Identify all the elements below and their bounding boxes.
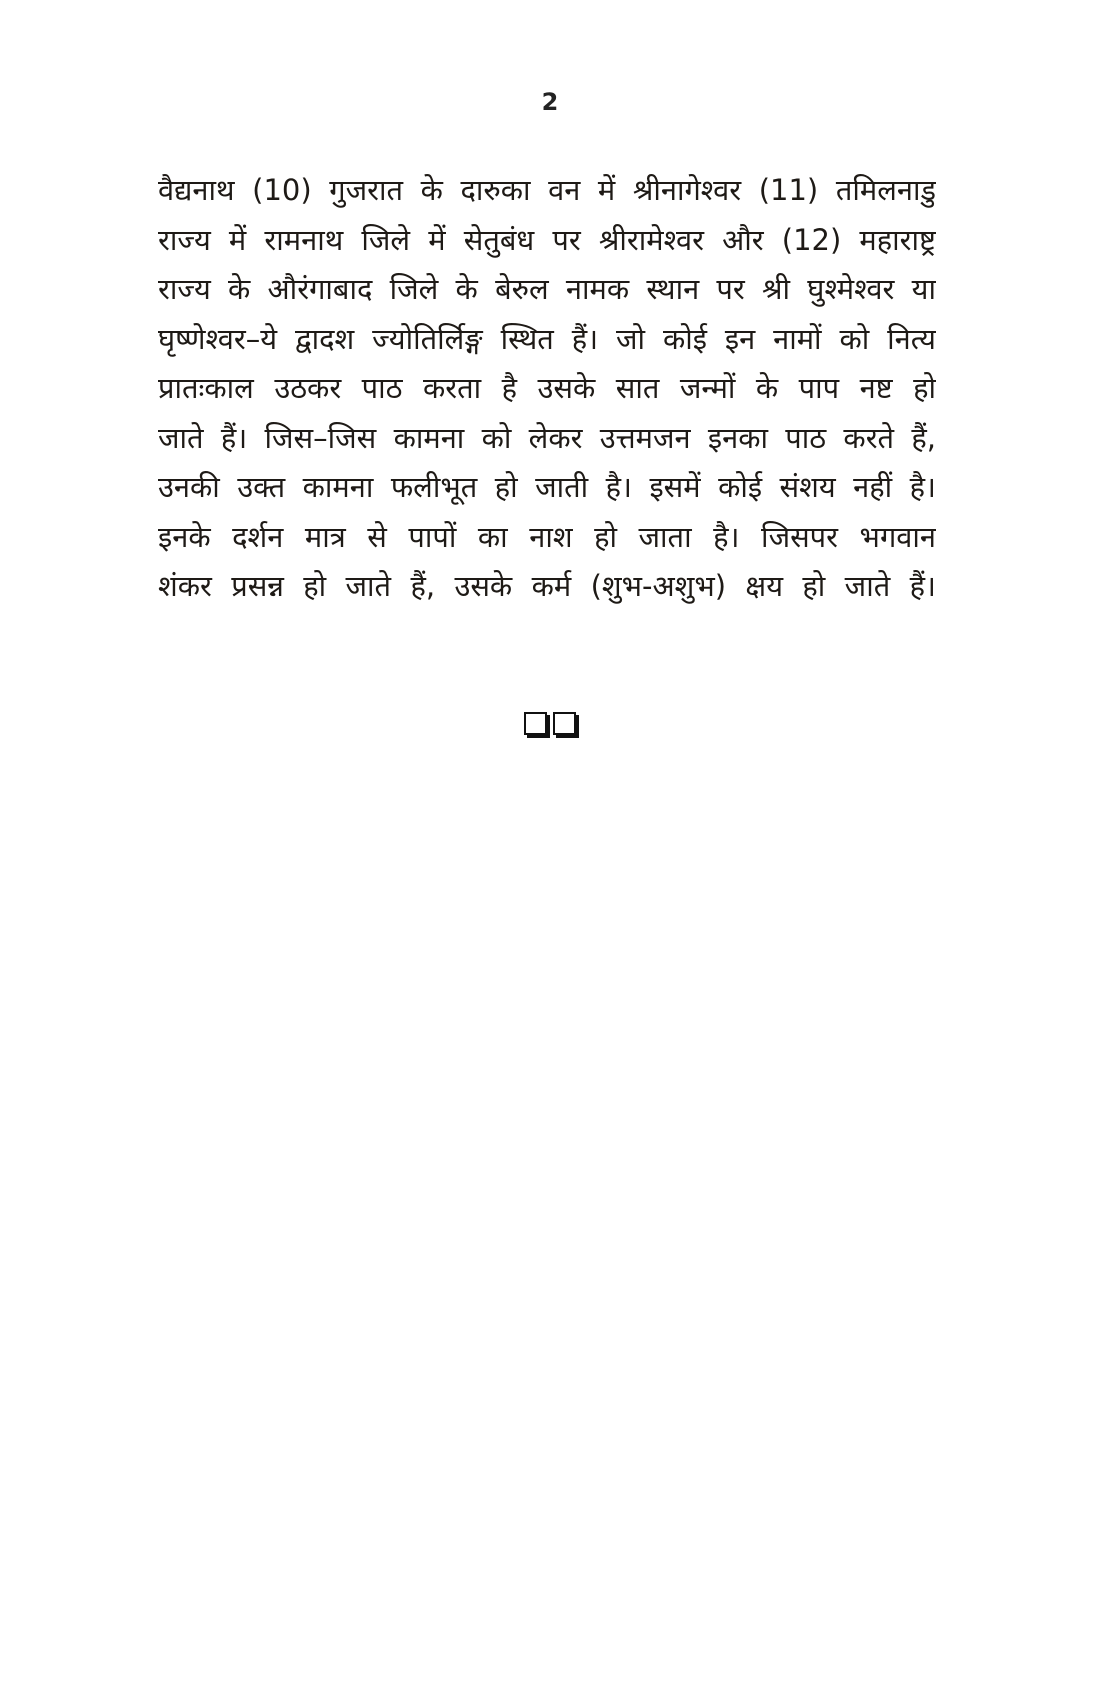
paragraph-line: प्रातःकाल उठकर पाठ करता है उसके सात जन्मों के पाप नष्ट हो [158,371,936,405]
square-icon [553,712,576,735]
paragraph-line: उनकी उक्त कामना फलीभूत हो जाती है। इसमें कोई संशय नहीं है। [158,470,936,504]
paragraph-line: शंकर प्रसन्न हो जाते हैं, उसके कर्म (शुभ-अशुभ) क्षय हो जाते हैं। [158,569,936,603]
paragraph-line: राज्य में रामनाथ जिले में सेतुबंध पर श्रीरामेश्वर और (12) महाराष्ट्र [158,222,936,257]
paragraph-line: राज्य के औरंगाबाद जिले के बेरुल नामक स्थान पर श्री घुश्मेश्वर या [158,272,936,306]
section-end-ornament-icon [0,712,1100,735]
paragraph-line: घृष्णेश्वर–ये द्वादश ज्योतिर्लिङ्ग स्थित हैं। जो कोई इन नामों को नित्य [158,321,936,356]
paragraph-line: वैद्यनाथ (10) गुजरात के दारुका वन में श्रीनागेश्वर (11) तमिलनाडु [158,173,936,207]
page-number: 2 [541,88,559,116]
paragraph-line: जाते हैं। जिस–जिस कामना को लेकर उत्तमजन इनका पाठ करते हैं, [158,420,936,455]
paragraph-line: इनके दर्शन मात्र से पापों का नाश हो जाता है। जिसपर भगवान [158,519,936,554]
body-paragraph [158,166,936,612]
square-icon [524,712,547,735]
